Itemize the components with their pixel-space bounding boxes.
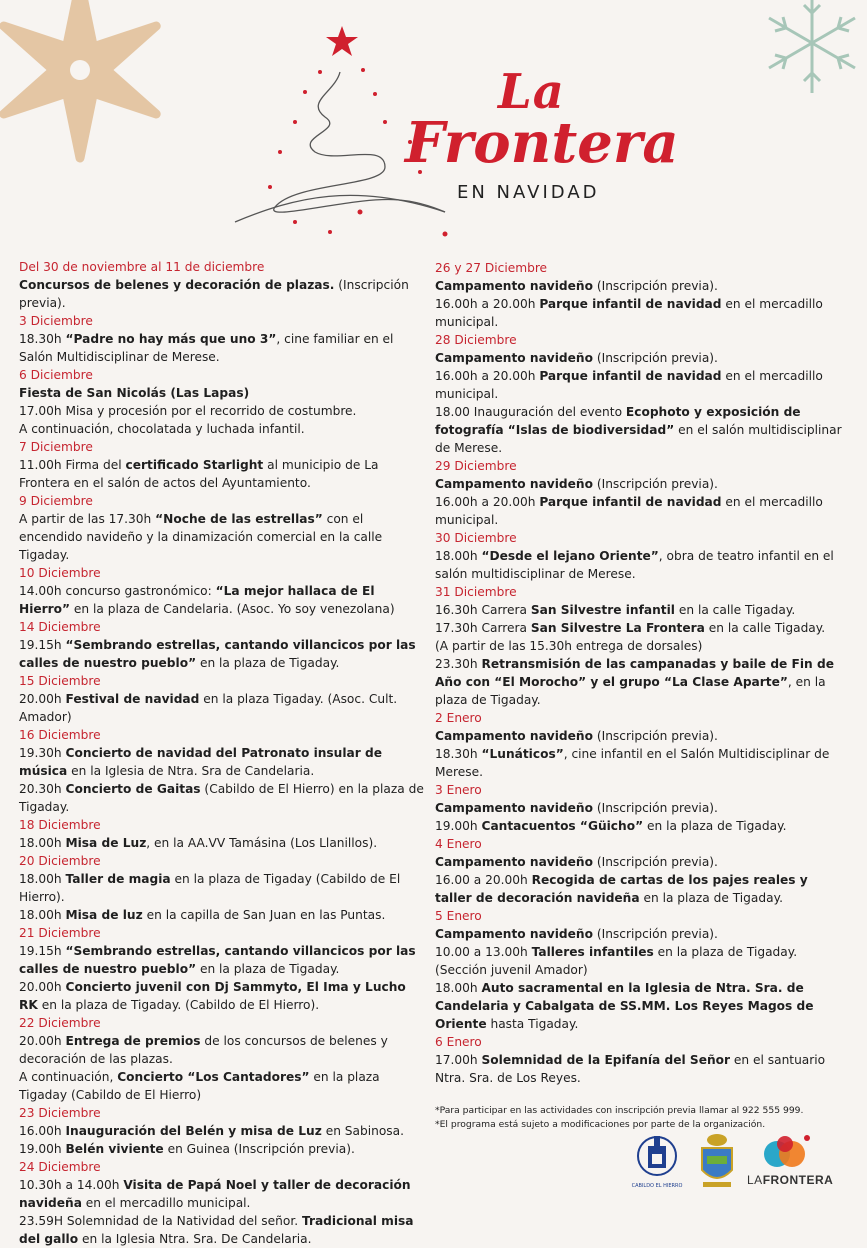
- event-date: 14 Diciembre: [19, 620, 101, 634]
- logo-text-la: LA: [747, 1173, 763, 1187]
- event-date: 3 Diciembre: [19, 314, 93, 328]
- event-date: 6 Enero: [435, 1035, 482, 1049]
- event-date: 4 Enero: [435, 837, 482, 851]
- event-date: 21 Diciembre: [19, 926, 101, 940]
- footnote: *Para participar en las actividades con inscripción previa llamar al 922 555 999.: [435, 1105, 804, 1116]
- event-description: 16.30h Carrera San Silvestre infantil en la calle Tigaday.: [435, 603, 796, 617]
- event-description: 19.15h “Sembrando estrellas, cantando villancicos por las calles de nuestro pueblo” en la plaza de Tigaday.: [19, 944, 416, 976]
- la-frontera-logo: [747, 1132, 837, 1192]
- event-date: 18 Diciembre: [19, 818, 101, 832]
- event-description: Campamento navideño (Inscripción previa).: [435, 351, 718, 365]
- schedule-right-column: [435, 259, 845, 1087]
- event-description: (A partir de las 15.30h entrega de dorsales): [435, 639, 703, 653]
- title-frontera: Frontera: [405, 110, 679, 176]
- ayuntamiento-shield-logo: [697, 1132, 737, 1190]
- event-date: 26 y 27 Diciembre: [435, 261, 548, 275]
- event-description: 14.00h concurso gastronómico: “La mejor hallaca de El Hierro” en la plaza de Candelaria. (Asoc. Yo soy venezolana): [19, 584, 395, 616]
- event-description: A continuación, chocolatada y luchada infantil.: [19, 422, 305, 436]
- event-description: 20.30h Concierto de Gaitas (Cabildo de El Hierro) en la plaza de Tigaday.: [19, 782, 424, 814]
- event-date: 28 Diciembre: [435, 333, 517, 347]
- event-description: 16.00h a 20.00h Parque infantil de navidad en el mercadillo municipal.: [435, 495, 823, 527]
- event-date: 3 Enero: [435, 783, 482, 797]
- event-description: 23.59H Solemnidad de la Natividad del señor. Tradicional misa del gallo en la Iglesia Ntra. Sra. De Candelaria.: [19, 1214, 414, 1246]
- event-description: 18.30h “Lunáticos”, cine infantil en el Salón Multidisciplinar de Merese.: [435, 747, 830, 779]
- event-date: 9 Diciembre: [19, 494, 93, 508]
- event-description: 20.00h Festival de navidad en la plaza Tigaday. (Asoc. Cult. Amador): [19, 692, 398, 724]
- event-date: 10 Diciembre: [19, 566, 101, 580]
- event-date: 20 Diciembre: [19, 854, 101, 868]
- event-date: 30 Diciembre: [435, 531, 517, 545]
- event-description: 19.15h “Sembrando estrellas, cantando villancicos por las calles de nuestro pueblo” en la plaza de Tigaday.: [19, 638, 416, 670]
- event-date: 16 Diciembre: [19, 728, 101, 742]
- event-date: 15 Diciembre: [19, 674, 101, 688]
- event-description: 18.00h Auto sacramental en la Iglesia de Ntra. Sra. de Candelaria y Cabalgata de SS.MM. Los Reyes Magos de Oriente hasta Tigaday.: [435, 981, 814, 1031]
- event-description: 10.00 a 13.00h Talleres infantiles en la plaza de Tigaday. (Sección juvenil Amador): [435, 945, 798, 977]
- event-description: 23.30h Retransmisión de las campanadas y baile de Fin de Año con “El Morocho” y el grupo “La Clase Aparte”, en la plaza de Tigaday.: [435, 657, 834, 707]
- event-description: Campamento navideño (Inscripción previa).: [435, 855, 718, 869]
- event-description: 18.00h Misa de Luz, en la AA.VV Tamásina (Los Llanillos).: [19, 836, 378, 850]
- event-description: A continuación, Concierto “Los Cantadores” en la plaza Tigaday (Cabildo de El Hierro): [19, 1070, 380, 1102]
- sponsor-logos: [631, 1132, 835, 1192]
- event-description: 18.00h Taller de magia en la plaza de Tigaday (Cabildo de El Hierro).: [19, 872, 401, 904]
- event-description: 18.30h “Padre no hay más que uno 3”, cine familiar en el Salón Multidisciplinar de Merese.: [19, 332, 394, 364]
- event-description: 20.00h Concierto juvenil con Dj Sammyto, El Ima y Lucho RK en la plaza de Tigaday. (Cabildo de El Hierro).: [19, 980, 406, 1012]
- event-description: Campamento navideño (Inscripción previa).: [435, 801, 718, 815]
- event-description: 17.00h Solemnidad de la Epifanía del Señor en el santuario Ntra. Sra. de Los Reyes.: [435, 1053, 826, 1085]
- snowflake-left-icon: [0, 0, 180, 170]
- event-description: 19.30h Concierto de navidad del Patronato insular de música en la Iglesia de Ntra. Sra de Candelaria.: [19, 746, 383, 778]
- event-description: Campamento navideño (Inscripción previa).: [435, 927, 718, 941]
- event-description: 17.30h Carrera San Silvestre La Frontera en la calle Tigaday.: [435, 621, 826, 635]
- event-description: Campamento navideño (Inscripción previa).: [435, 729, 718, 743]
- event-date: 7 Diciembre: [19, 440, 93, 454]
- title-subtitle: EN NAVIDAD: [457, 182, 600, 203]
- logo-text-frontera: FRONTERA: [762, 1173, 834, 1187]
- event-description: 20.00h Entrega de premios de los concursos de belenes y decoración de las plazas.: [19, 1034, 388, 1066]
- event-date: 24 Diciembre: [19, 1160, 101, 1174]
- event-description: Concursos de belenes y decoración de plazas. (Inscripción previa).: [19, 278, 409, 310]
- event-description: 16.00h a 20.00h Parque infantil de navidad en el mercadillo municipal.: [435, 369, 823, 401]
- event-description: Campamento navideño (Inscripción previa).: [435, 477, 718, 491]
- event-date: 6 Diciembre: [19, 368, 93, 382]
- event-description: 18.00 Inauguración del evento Ecophoto y exposición de fotografía “Islas de biodiversidad” en el salón multidisciplinar de Merese.: [435, 405, 842, 455]
- event-date: 23 Diciembre: [19, 1106, 101, 1120]
- event-description: 11.00h Firma del certificado Starlight al municipio de La Frontera en el salón de actos del Ayuntamiento.: [19, 458, 379, 490]
- event-description: 16.00h a 20.00h Parque infantil de navidad en el mercadillo municipal.: [435, 297, 823, 329]
- event-description: 16.00h Inauguración del Belén y misa de Luz en Sabinosa.: [19, 1124, 404, 1138]
- footnotes: [435, 1104, 803, 1132]
- footnote: *El programa está sujeto a modificaciones por parte de la organización.: [435, 1119, 766, 1130]
- event-description: 10.30h a 14.00h Visita de Papá Noel y taller de decoración navideña en el mercadillo municipal.: [19, 1178, 411, 1210]
- event-date: 5 Enero: [435, 909, 482, 923]
- svg-text:CABILDO EL HIERRO: CABILDO EL HIERRO: [631, 1183, 683, 1189]
- event-description: 19.00h Belén viviente en Guinea (Inscripción previa).: [19, 1142, 355, 1156]
- event-description: 19.00h Cantacuentos “Güicho” en la plaza de Tigaday.: [435, 819, 787, 833]
- event-description: 18.00h “Desde el lejano Oriente”, obra de teatro infantil en el salón multidisciplinar de Merese.: [435, 549, 834, 581]
- event-description: A partir de las 17.30h “Noche de las estrellas” con el encendido navideño y la dinamización comercial en la calle Tigaday.: [19, 512, 383, 562]
- event-description: 18.00h Misa de luz en la capilla de San Juan en las Puntas.: [19, 908, 386, 922]
- snowflake-right-icon: [757, 0, 867, 98]
- event-date: 22 Diciembre: [19, 1016, 101, 1030]
- event-date: 2 Enero: [435, 711, 482, 725]
- event-description: 16.00 a 20.00h Recogida de cartas de los pajes reales y taller de decoración navideña en la plaza de Tigaday.: [435, 873, 808, 905]
- event-description: Campamento navideño (Inscripción previa).: [435, 279, 718, 293]
- event-date: 29 Diciembre: [435, 459, 517, 473]
- event-description: Fiesta de San Nicolás (Las Lapas): [19, 386, 250, 400]
- title-la: La: [498, 64, 565, 120]
- schedule-left-column: [19, 258, 424, 1248]
- event-date: Del 30 de noviembre al 11 de diciembre: [19, 260, 265, 274]
- cabildo-el-hierro-logo: [631, 1132, 683, 1190]
- event-date: 31 Diciembre: [435, 585, 517, 599]
- event-description: 17.00h Misa y procesión por el recorrido de costumbre.: [19, 404, 357, 418]
